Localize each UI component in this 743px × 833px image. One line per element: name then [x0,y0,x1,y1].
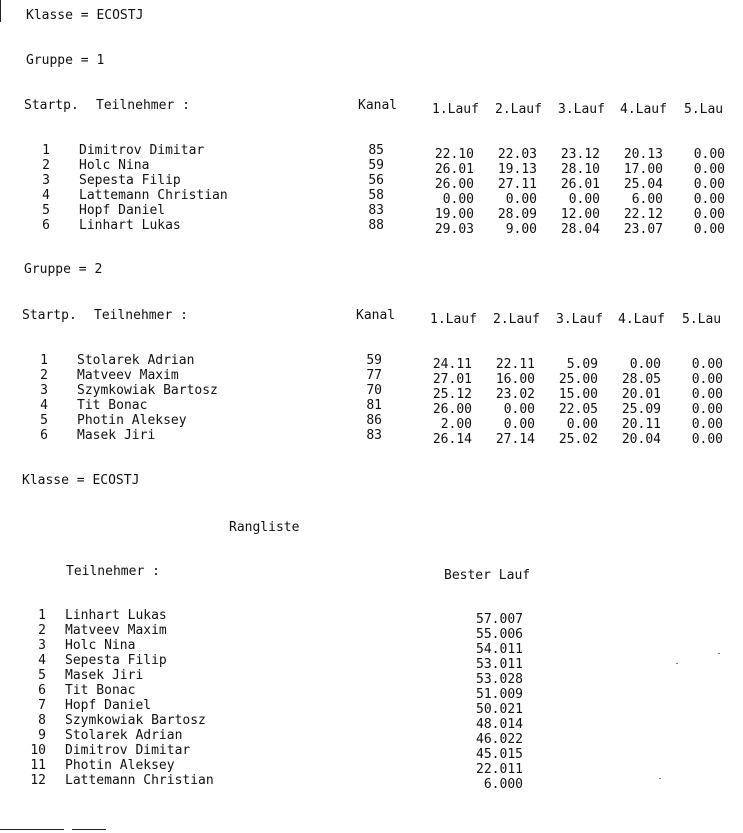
footer-rule-right [72,829,106,830]
rank-number: 2 [38,623,46,638]
row-lauf-5: 0.00 [693,222,725,237]
row-lauf-4: 0.00 [629,357,661,372]
row-lauf-4: 20.01 [621,387,661,402]
row-lauf-3: 0.00 [566,417,598,432]
row-lauf-3: 0.00 [568,192,600,207]
rank-best-run: 50.021 [476,702,523,717]
row-participant-name: Hopf Daniel [79,203,166,218]
row-lauf-2: 0.00 [503,417,535,432]
klasse-heading-top: Klasse = ECOSTJ [26,8,144,23]
row-lauf-3: 25.00 [558,372,598,387]
col-lauf-4: 4.Lauf [620,102,667,117]
col-lauf-5: 5.Lau [682,312,722,327]
row-lauf-4: 23.07 [623,222,663,237]
row-lauf-4: 25.09 [621,402,661,417]
row-kanal: 83 [366,428,382,443]
row-lauf-5: 0.00 [691,432,723,447]
scan-speck [676,663,678,664]
row-lauf-3: 12.00 [560,207,600,222]
row-kanal: 88 [368,218,384,233]
row-lauf-2: 19.13 [497,162,537,177]
row-start-number: 4 [42,188,50,203]
rangliste-col-best: Bester Lauf [444,568,531,583]
row-start-number: 1 [40,353,48,368]
row-participant-name: Linhart Lukas [79,218,181,233]
row-start-number: 2 [40,368,48,383]
row-lauf-3: 5.09 [566,357,598,372]
rank-number: 1 [38,608,46,623]
row-lauf-1: 26.00 [432,402,472,417]
row-lauf-3: 26.01 [560,177,600,192]
klasse-heading-bottom: Klasse = ECOSTJ [22,473,140,488]
rangliste-title: Rangliste [229,520,300,535]
row-lauf-2: 23.02 [495,387,535,402]
row-start-number: 6 [40,428,48,443]
rank-number: 8 [38,713,46,728]
rank-best-run: 53.028 [476,672,523,687]
row-lauf-1: 25.12 [432,387,472,402]
row-kanal: 59 [368,158,384,173]
row-lauf-3: 28.04 [560,222,600,237]
row-lauf-4: 20.04 [621,432,661,447]
col-lauf-1: 1.Lauf [432,102,479,117]
row-lauf-1: 19.00 [434,207,474,222]
row-lauf-1: 24.11 [432,357,472,372]
row-lauf-2: 28.09 [497,207,537,222]
row-lauf-1: 26.14 [432,432,472,447]
row-start-number: 6 [42,218,50,233]
rank-participant-name: Holc Nina [65,638,136,653]
row-lauf-2: 0.00 [505,192,537,207]
row-lauf-3: 15.00 [558,387,598,402]
row-lauf-4: 20.13 [623,147,663,162]
row-lauf-1: 26.00 [434,177,474,192]
row-kanal: 85 [368,143,384,158]
col-lauf-2: 2.Lauf [493,312,540,327]
col-lauf-1: 1.Lauf [430,312,477,327]
row-start-number: 3 [42,173,50,188]
rank-number: 9 [38,728,46,743]
rank-number: 7 [38,698,46,713]
row-kanal: 83 [368,203,384,218]
row-lauf-4: 28.05 [621,372,661,387]
row-participant-name: Matveev Maxim [77,368,179,383]
rank-participant-name: Sepesta Filip [65,653,167,668]
rank-best-run: 45.015 [476,747,523,762]
col-kanal: Kanal [356,308,396,323]
rank-best-run: 48.014 [476,717,523,732]
row-lauf-4: 25.04 [623,177,663,192]
row-lauf-3: 22.05 [558,402,598,417]
row-lauf-3: 28.10 [560,162,600,177]
row-lauf-2: 16.00 [495,372,535,387]
row-start-number: 3 [40,383,48,398]
row-start-number: 5 [42,203,50,218]
rank-participant-name: Photin Aleksey [65,758,175,773]
row-lauf-5: 0.00 [693,177,725,192]
row-participant-name: Masek Jiri [77,428,156,443]
footer-rule-left [0,829,64,830]
row-lauf-5: 0.00 [693,162,725,177]
rank-best-run: 51.009 [476,687,523,702]
row-lauf-1: 27.01 [432,372,472,387]
row-lauf-4: 22.12 [623,207,663,222]
rank-participant-name: Szymkowiak Bartosz [65,713,206,728]
group-1-title: Gruppe = 1 [26,53,105,68]
row-kanal: 58 [368,188,384,203]
row-lauf-5: 0.00 [693,192,725,207]
row-participant-name: Szymkowiak Bartosz [77,383,218,398]
row-lauf-3: 23.12 [560,147,600,162]
rank-number: 6 [38,683,46,698]
col-startp: Startp. [24,98,79,113]
rank-participant-name: Dimitrov Dimitar [65,743,191,758]
rank-best-run: 54.011 [476,642,523,657]
row-start-number: 2 [42,158,50,173]
rank-number: 10 [30,743,46,758]
row-lauf-5: 0.00 [691,402,723,417]
row-kanal: 59 [366,353,382,368]
rank-best-run: 55.006 [476,627,523,642]
rank-number: 4 [38,653,46,668]
rank-participant-name: Lattemann Christian [65,773,214,788]
rank-best-run: 6.000 [483,777,523,792]
col-lauf-4: 4.Lauf [618,312,665,327]
row-participant-name: Holc Nina [79,158,150,173]
col-teilnehmer: Teilnehmer : [94,308,188,323]
row-participant-name: Lattemann Christian [79,188,228,203]
row-lauf-2: 27.11 [497,177,537,192]
group-2-title: Gruppe = 2 [24,262,103,277]
rank-participant-name: Hopf Daniel [65,698,152,713]
col-lauf-3: 3.Lauf [558,102,605,117]
rank-best-run: 57.007 [476,612,523,627]
row-lauf-2: 22.03 [497,147,537,162]
row-participant-name: Photin Aleksey [77,413,187,428]
row-lauf-4: 6.00 [631,192,663,207]
scan-speck [718,653,720,654]
rank-best-run: 46.022 [476,732,523,747]
row-kanal: 86 [366,413,382,428]
row-lauf-2: 27.14 [495,432,535,447]
row-lauf-1: 29.03 [434,222,474,237]
col-lauf-5: 5.Lau [684,102,724,117]
row-lauf-4: 20.11 [621,417,661,432]
rank-participant-name: Tit Bonac [65,683,136,698]
row-kanal: 77 [366,368,382,383]
rank-best-run: 22.011 [476,762,523,777]
rank-number: 11 [30,758,46,773]
row-lauf-5: 0.00 [691,387,723,402]
row-kanal: 70 [366,383,382,398]
row-kanal: 81 [366,398,382,413]
row-lauf-2: 22.11 [495,357,535,372]
rank-participant-name: Linhart Lukas [65,608,167,623]
row-lauf-5: 0.00 [691,357,723,372]
row-lauf-2: 0.00 [503,402,535,417]
row-lauf-5: 0.00 [693,147,725,162]
rank-number: 3 [38,638,46,653]
row-start-number: 4 [40,398,48,413]
row-participant-name: Sepesta Filip [79,173,181,188]
col-startp: Startp. [22,308,77,323]
col-kanal: Kanal [358,98,398,113]
row-lauf-5: 0.00 [693,207,725,222]
row-lauf-3: 25.02 [558,432,598,447]
rank-participant-name: Masek Jiri [65,668,144,683]
scan-speck [659,778,661,779]
row-lauf-5: 0.00 [691,372,723,387]
rangliste-col-teilnehmer: Teilnehmer : [66,564,160,579]
rank-number: 5 [38,668,46,683]
row-lauf-1: 2.00 [440,417,472,432]
rank-participant-name: Matveev Maxim [65,623,167,638]
row-lauf-1: 26.01 [434,162,474,177]
row-start-number: 1 [42,143,50,158]
row-lauf-5: 0.00 [691,417,723,432]
col-lauf-3: 3.Lauf [556,312,603,327]
scan-edge-mark [0,0,1,22]
rank-best-run: 53.011 [476,657,523,672]
rank-participant-name: Stolarek Adrian [65,728,183,743]
row-start-number: 5 [40,413,48,428]
col-teilnehmer: Teilnehmer : [96,98,190,113]
row-participant-name: Stolarek Adrian [77,353,195,368]
row-kanal: 56 [368,173,384,188]
row-participant-name: Tit Bonac [77,398,148,413]
row-lauf-2: 9.00 [505,222,537,237]
row-lauf-4: 17.00 [623,162,663,177]
row-participant-name: Dimitrov Dimitar [79,143,205,158]
row-lauf-1: 22.10 [434,147,474,162]
row-lauf-1: 0.00 [442,192,474,207]
col-lauf-2: 2.Lauf [495,102,542,117]
rank-number: 12 [30,773,46,788]
